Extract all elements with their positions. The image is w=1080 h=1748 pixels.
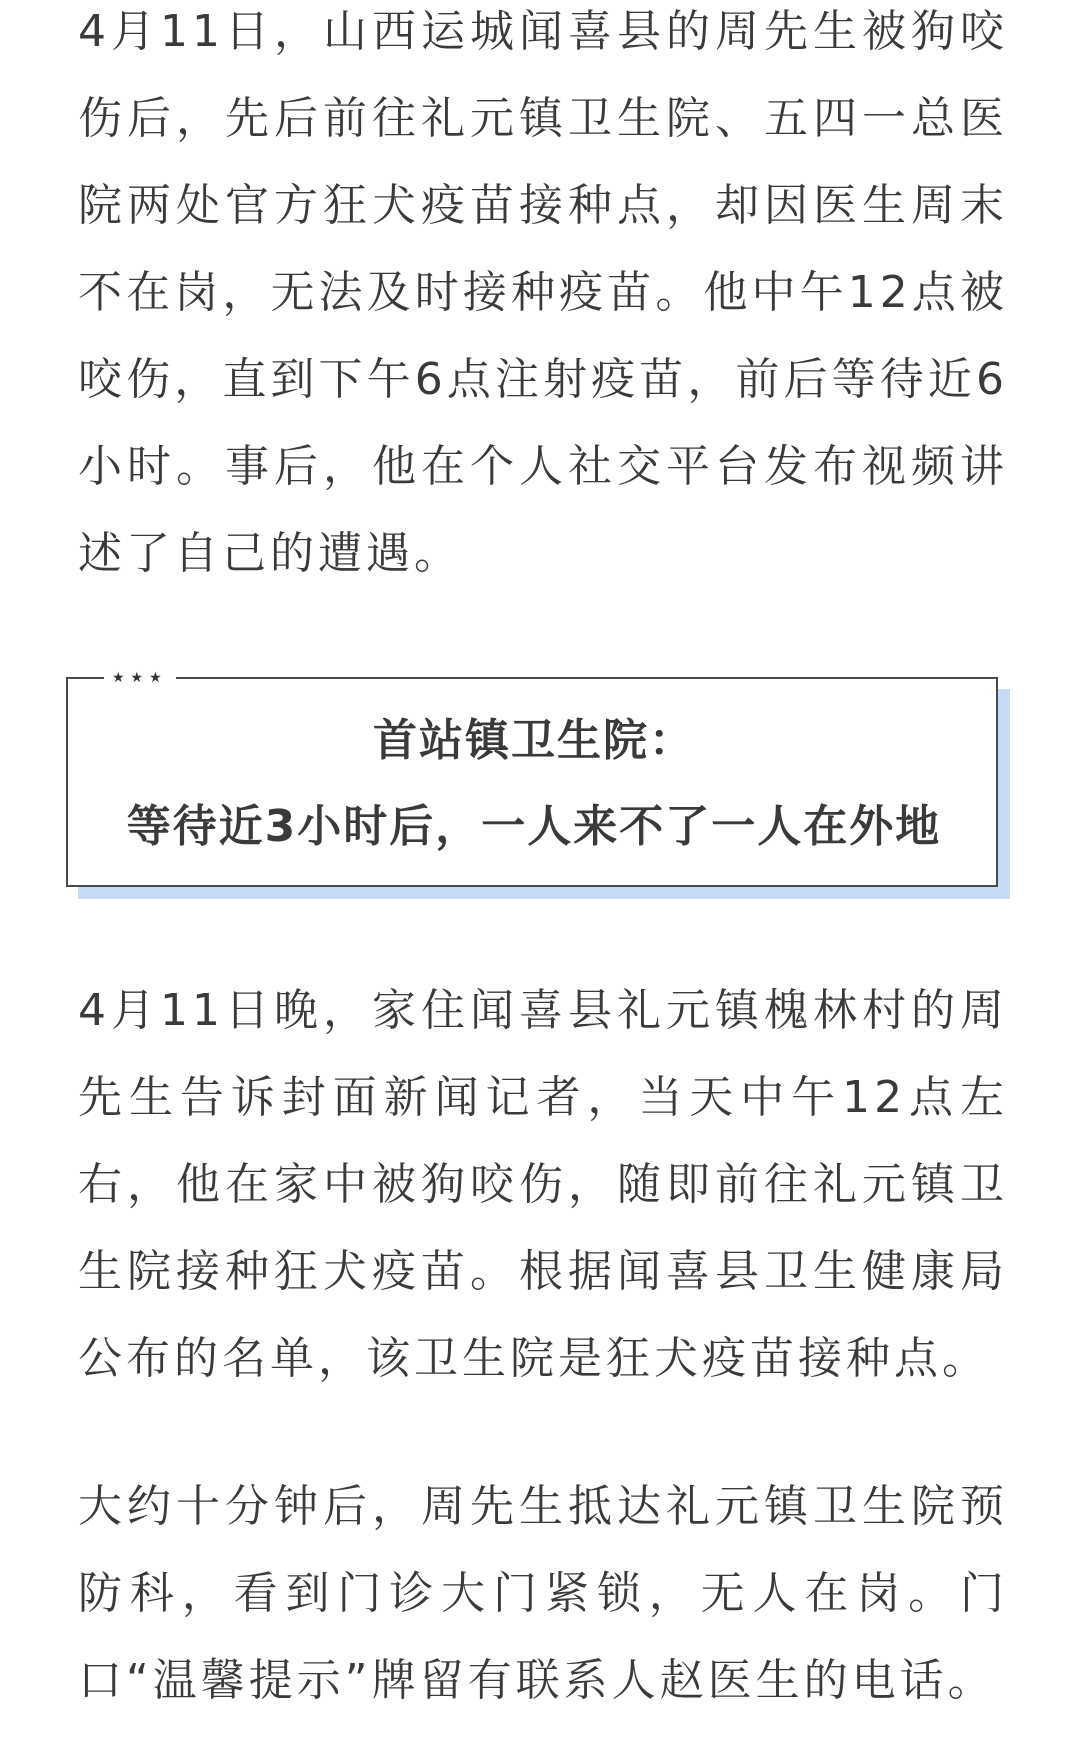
callout-box bbox=[66, 670, 998, 887]
paragraph-intro: 4月11日，山西运城闻喜县的周先生被狗咬伤后，先后前往礼元镇卫生院、五四一总医院两处官方狂犬疫苗接种点，却因医生周末不在岗，无法及时接种疫苗。他中午12点被咬伤，直到下午6点注射疫苗，前后等待近6小时。事后，他在个人社交平台发布视频讲述了自己的遭遇。 bbox=[78, 6, 1008, 579]
callout-heading-line-1: 首站镇卫生院： bbox=[373, 715, 695, 766]
section-heading-callout bbox=[66, 670, 998, 887]
paragraph-evening-report: 4月11日晚，家住闻喜县礼元镇槐林村的周先生告诉封面新闻记者，当天中午12点左右，他在家中被狗咬伤，随即前往礼元镇卫生院接种狂犬疫苗。根据闻喜县卫生健康局公布的名单，该卫生院是狂犬疫苗接种点。 bbox=[78, 985, 1008, 1384]
stars-decoration-icon: ★★★ bbox=[104, 665, 176, 691]
paragraph-arrival: 大约十分钟后，周先生抵达礼元镇卫生院预防科，看到门诊大门紧锁，无人在岗。门口“温馨提示”牌留有联系人赵医生的电话。 bbox=[78, 1481, 1008, 1706]
callout-heading-line-2: 等待近3小时后，一人来不了一人在外地 bbox=[126, 801, 942, 852]
